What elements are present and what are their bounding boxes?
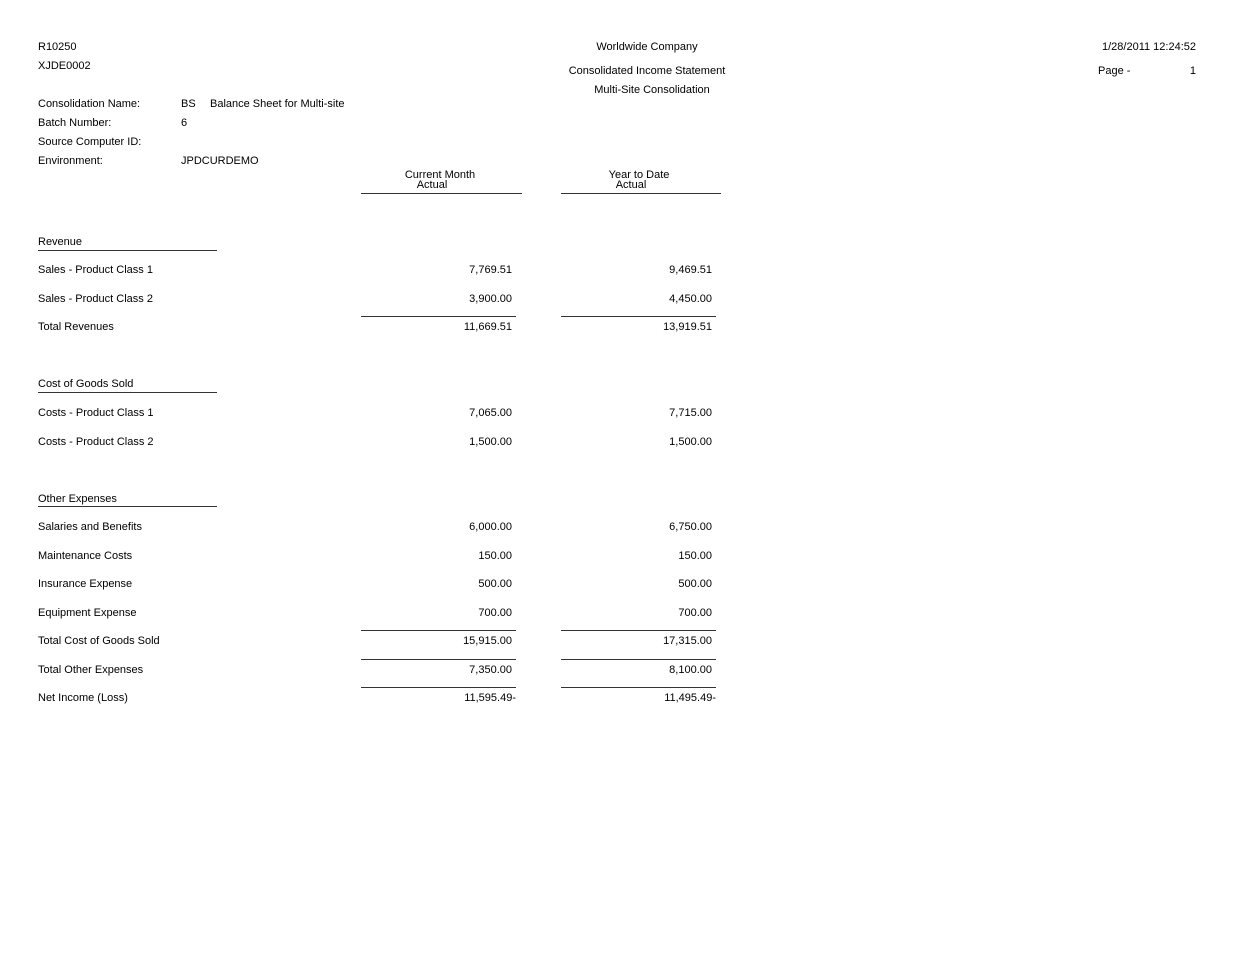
report-title: Consolidated Income Statement [568, 65, 726, 77]
row-costs-2-ytd: 1,500.00 [669, 436, 712, 448]
row-salaries-current: 6,000.00 [469, 521, 512, 533]
row-equipment-current: 700.00 [478, 607, 512, 619]
row-total-revenues-current: 11,669.51 [463, 321, 512, 333]
total-other-rule-current [361, 659, 516, 660]
total-revenues-rule-current [361, 316, 516, 317]
row-salaries-ytd: 6,750.00 [669, 521, 712, 533]
current-month-header-underline [361, 193, 522, 194]
section-cogs-underline [38, 392, 217, 393]
section-cogs: Cost of Goods Sold [38, 378, 134, 390]
row-sales-1-ytd: 9,469.51 [669, 264, 712, 276]
batch-number-label: Batch Number: [38, 117, 112, 129]
report-datetime: 1/28/2011 12:24:52 [1102, 41, 1196, 53]
row-total-revenues-ytd: 13,919.51 [663, 321, 712, 333]
net-income-rule-current [361, 687, 516, 688]
row-insurance-current: 500.00 [478, 578, 512, 590]
row-maintenance-ytd: 150.00 [678, 550, 712, 562]
consolidation-code: BS [181, 98, 196, 110]
row-total-cogs-current: 15,915.00 [463, 635, 512, 647]
row-total-cogs-ytd: 17,315.00 [663, 635, 712, 647]
row-insurance-label: Insurance Expense [38, 578, 133, 590]
total-revenues-rule-ytd [561, 316, 716, 317]
row-insurance-ytd: 500.00 [678, 578, 712, 590]
section-revenue: Revenue [38, 236, 83, 248]
page-number: 1 [1189, 65, 1196, 77]
row-costs-1-current: 7,065.00 [469, 407, 512, 419]
report-subtitle: Multi-Site Consolidation [594, 84, 710, 96]
row-total-revenues-label: Total Revenues [38, 321, 114, 333]
consolidation-name-label: Consolidation Name: [38, 98, 141, 110]
row-sales-2-ytd: 4,450.00 [669, 293, 712, 305]
row-equipment-label: Equipment Expense [38, 607, 137, 619]
row-total-other-label: Total Other Expenses [38, 664, 144, 676]
page-label: Page - [1098, 65, 1131, 77]
row-costs-2-label: Costs - Product Class 2 [38, 436, 154, 448]
company-name: Worldwide Company [596, 41, 698, 53]
row-salaries-label: Salaries and Benefits [38, 521, 142, 533]
section-other-expenses-underline [38, 506, 217, 507]
ytd-header-underline [561, 193, 721, 194]
section-revenue-underline [38, 250, 217, 251]
row-maintenance-current: 150.00 [478, 550, 512, 562]
row-sales-2-label: Sales - Product Class 2 [38, 293, 153, 305]
batch-number-value: 6 [181, 117, 188, 129]
row-costs-1-ytd: 7,715.00 [669, 407, 712, 419]
row-total-other-current: 7,350.00 [469, 664, 512, 676]
source-computer-label: Source Computer ID: [38, 136, 142, 148]
row-sales-1-label: Sales - Product Class 1 [38, 264, 153, 276]
report-version: XJDE0002 [38, 60, 91, 72]
section-other-expenses: Other Expenses [38, 493, 117, 505]
row-total-cogs-label: Total Cost of Goods Sold [38, 635, 160, 647]
consolidation-description: Balance Sheet for Multi-site [210, 98, 345, 110]
ytd-header-line1: Year to Date [608, 169, 670, 181]
row-costs-1-label: Costs - Product Class 1 [38, 407, 154, 419]
row-total-other-ytd: 8,100.00 [669, 664, 712, 676]
row-costs-2-current: 1,500.00 [469, 436, 512, 448]
row-equipment-ytd: 700.00 [678, 607, 712, 619]
net-income-rule-ytd [561, 687, 716, 688]
row-net-income-ytd: 11,495.49- [664, 692, 716, 704]
report-id: R10250 [38, 41, 77, 53]
row-sales-2-current: 3,900.00 [469, 293, 512, 305]
environment-label: Environment: [38, 155, 103, 167]
total-other-rule-ytd [561, 659, 716, 660]
row-net-income-current: 11,595.49- [464, 692, 516, 704]
total-cogs-rule-ytd [561, 630, 716, 631]
row-maintenance-label: Maintenance Costs [38, 550, 133, 562]
current-month-header-line2: Actual [416, 179, 448, 191]
row-net-income-label: Net Income (Loss) [38, 692, 128, 704]
current-month-header-line1: Current Month [404, 169, 476, 181]
ytd-header-line2: Actual [615, 179, 647, 191]
total-cogs-rule-current [361, 630, 516, 631]
environment-value: JPDCURDEMO [181, 155, 259, 167]
row-sales-1-current: 7,769.51 [469, 264, 512, 276]
